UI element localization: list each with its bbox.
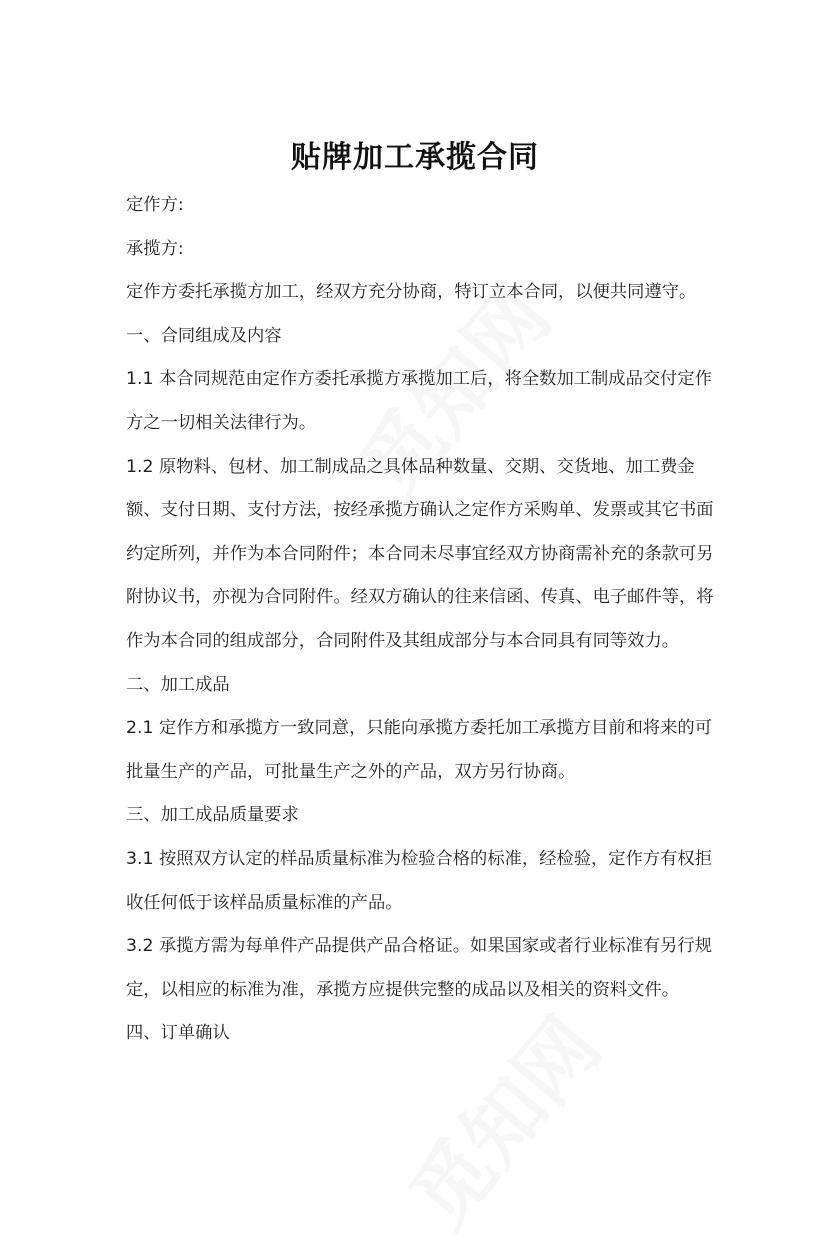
- paragraph: [126, 838, 726, 925]
- text-line: 三、加工成品质量要求: [126, 805, 299, 826]
- text-line: 四、订单确认: [126, 1023, 230, 1044]
- text-line: 3.2 承揽方需为每单件产品提供产品合格证。如果国家或者行业标准有另行规: [126, 936, 712, 957]
- text-line: 作为本合同的组成部分，合同附件及其组成部分与本合同具有同等效力。: [126, 630, 680, 651]
- text-line: 额、支付日期、支付方法，按经承揽方确认之定作方采购单、发票或其它书面: [126, 500, 714, 521]
- text-line: 二、加工成品: [126, 674, 230, 695]
- text-line: 1.2 原物料、包材、加工制成品之具体品种数量、交期、交货地、加工费金: [126, 456, 695, 477]
- text-line: 定作方委托承揽方加工，经双方充分协商，特订立本合同，以便共同遵守。: [126, 282, 697, 303]
- paragraph: [126, 664, 726, 708]
- paragraph: [126, 271, 726, 315]
- paragraph: [126, 1012, 726, 1056]
- paragraph: [126, 228, 726, 272]
- paragraph: [126, 184, 726, 228]
- paragraph: [126, 315, 726, 359]
- paragraph: [126, 358, 726, 445]
- text-line: 约定所列，并作为本合同附件；本合同未尽事宜经双方协商需补充的条款可另: [126, 543, 714, 564]
- text-line: 承揽方:: [126, 238, 184, 259]
- text-line: 附协议书，亦视为合同附件。经双方确认的往来信函、传真、电子邮件等，将: [126, 587, 714, 608]
- paragraph: [126, 794, 726, 838]
- text-line: 定作方:: [126, 195, 184, 215]
- paragraph: [126, 925, 726, 1012]
- document-title: 贴牌加工承揽合同: [291, 140, 539, 176]
- text-line: 定，以相应的标准为准，承揽方应提供完整的成品以及相关的资料文件。: [126, 979, 680, 1000]
- text-line: 收任何低于该样品质量标准的产品。: [126, 892, 403, 913]
- paragraph: [126, 707, 726, 794]
- text-line: 方之一切相关法律行为。: [126, 412, 317, 433]
- text-line: 批量生产的产品，可批量生产之外的产品，双方另行协商。: [126, 761, 576, 782]
- text-line: 2.1 定作方和承揽方一致同意，只能向承揽方委托加工承揽方目前和将来的可: [126, 718, 712, 739]
- text-line: 3.1 按照双方认定的样品质量标准为检验合格的标准，经检验，定作方有权拒: [126, 848, 712, 869]
- document-body: [126, 184, 726, 1056]
- text-line: 1.1 本合同规范由定作方委托承揽方承揽加工后，将全数加工制成品交付定作: [126, 369, 712, 390]
- text-line: 一、合同组成及内容: [126, 325, 282, 346]
- paragraph: [126, 446, 726, 664]
